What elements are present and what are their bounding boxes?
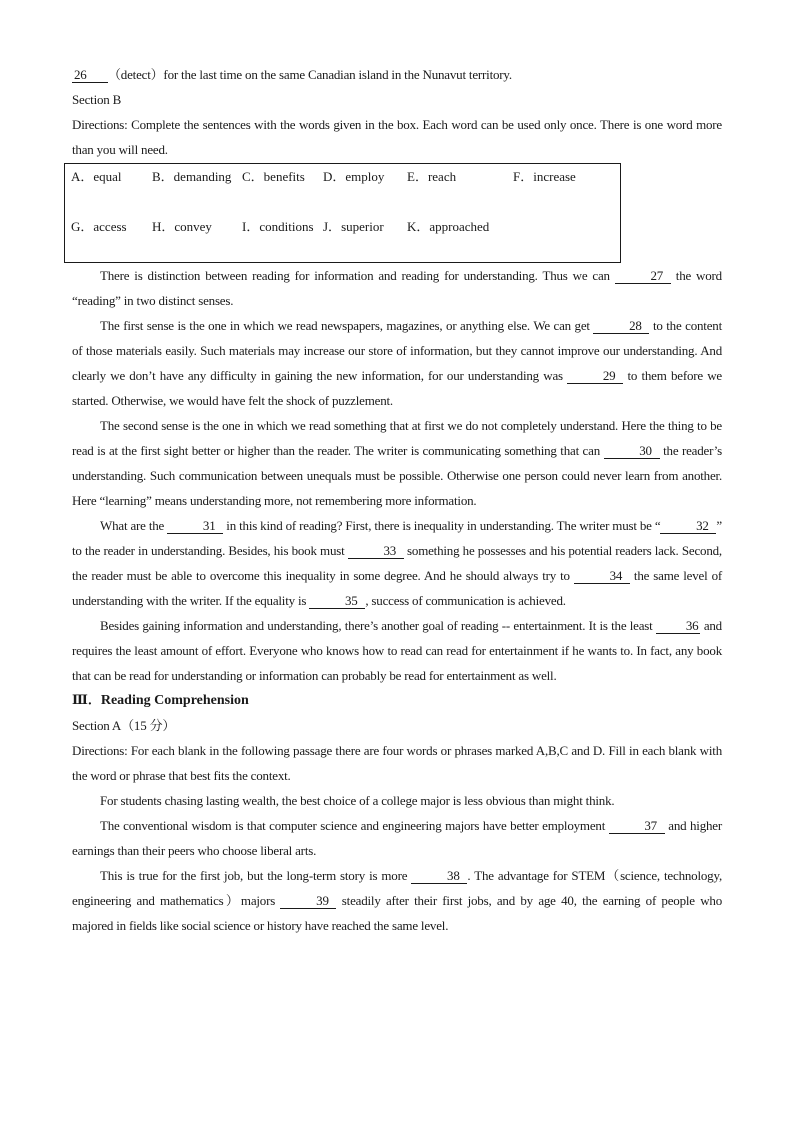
blank-39[interactable]: 39 bbox=[280, 893, 336, 909]
blank-34[interactable]: 34 bbox=[574, 568, 630, 584]
roman-numeral: Ⅲ． bbox=[72, 693, 101, 708]
word-option-k: K．approached bbox=[407, 219, 490, 234]
part-three-heading bbox=[72, 688, 722, 713]
word-option-b: B．demanding bbox=[152, 169, 232, 184]
word-option-h: H．convey bbox=[152, 219, 212, 234]
word-option-j: J．superior bbox=[323, 219, 384, 234]
blank-27[interactable]: 27 bbox=[615, 268, 671, 284]
section-a-paragraph-1: For students chasing lasting wealth, the best choice of a college major is less obvious than might think. bbox=[100, 793, 615, 808]
section-b-paragraph-5: Besides gaining information and understanding, there’s another goal of reading -- entertainment. It is the least 36 and requires the least amount of effort. Everyone who knows how to read can read for entertainment if he wants to. In fact, any book that can be read for understanding or information can probably be read for entertainment as well. bbox=[72, 618, 722, 683]
question-26-line bbox=[72, 62, 722, 87]
blank-33[interactable]: 33 bbox=[348, 543, 404, 559]
word-option-g: G．access bbox=[71, 219, 127, 234]
word-option-c: C．benefits bbox=[242, 169, 305, 184]
word-option-e: E．reach bbox=[407, 169, 457, 184]
blank-36[interactable]: 36 bbox=[656, 618, 701, 634]
word-option-f: F．increase bbox=[513, 169, 576, 184]
section-b-paragraph-1: There is distinction between reading for information and reading for understanding. Thus we can 27 the word “reading” in two distinct senses. bbox=[72, 268, 722, 308]
section-a-title: Section A（15 分） bbox=[72, 718, 176, 733]
word-option-d: D．employ bbox=[323, 169, 385, 184]
blank-35[interactable]: 35 bbox=[309, 593, 365, 609]
section-b-title: Section B bbox=[72, 92, 122, 107]
word-box bbox=[64, 163, 621, 263]
part-three-title: Reading Comprehension bbox=[100, 693, 249, 708]
section-b-paragraph-3: The second sense is the one in which we read something that at first we do not completely understand. Here the thing to be read is at the first sight better or higher than the reader. The writer is communicating something that can 30 the reader’s understanding. Such communication between unequals must be possible. Otherwise one person could never learn from another. Here “learning” means understanding more, not remembering more information. bbox=[72, 418, 722, 508]
section-b-directions: Directions: Complete the sentences with the words given in the box. Each word can be used only once. There is one word more than you will need. bbox=[72, 117, 722, 157]
section-a-paragraph-2: The conventional wisdom is that computer science and engineering majors have better employment 37 and higher earnings than their peers who choose liberal arts. bbox=[72, 818, 723, 858]
section-a-directions: Directions: For each blank in the following passage there are four words or phrases marked A,B,C and D. Fill in each blank with the word or phrase that best fits the context. bbox=[72, 743, 722, 783]
section-b-paragraph-2: The first sense is the one in which we read newspapers, magazines, or anything else. We can get 28 to the content of those materials easily. Such materials may increase our store of information, but they cannot improve our understanding. And clearly we don’t have any difficulty in gaining the new information, for our understanding was 29 to them before we started. Otherwise, we would have felt the shock of puzzlement. bbox=[72, 318, 722, 408]
blank-26[interactable]: 26 bbox=[72, 67, 108, 83]
document-page bbox=[72, 62, 722, 938]
blank-38[interactable]: 38 bbox=[411, 868, 467, 884]
blank-30[interactable]: 30 bbox=[604, 443, 660, 459]
blank-29[interactable]: 29 bbox=[567, 368, 623, 384]
section-a-paragraph-3: This is true for the first job, but the long-term story is more 38 . The advantage for STEM（science, technology, engineering and mathematics）majors 39 steadily after their first jobs, and by age 40, the earning of people who majored in fields like social science or history have reached the same level. bbox=[72, 868, 723, 933]
word-option-a: A．equal bbox=[71, 169, 122, 184]
blank-31[interactable]: 31 bbox=[167, 518, 223, 534]
blank-28[interactable]: 28 bbox=[593, 318, 649, 334]
blank-37[interactable]: 37 bbox=[609, 818, 665, 834]
blank-32[interactable]: 32 bbox=[660, 518, 716, 534]
section-b-paragraph-4: What are the 31 in this kind of reading? First, there is inequality in understanding. The writer must be “ 32 ” to the reader in understanding. Besides, his book must 33 something he possesses and his potential readers lack. Second, the reader must be able to overcome this inequality in some degree. And he should always try to 34 the same level of understanding with the writer. If the equality is 35 , success of communication is achieved. bbox=[72, 518, 722, 608]
question-26-text: （detect）for the last time on the same Canadian island in the Nunavut territory. bbox=[108, 67, 512, 82]
word-option-i: I．conditions bbox=[242, 219, 314, 234]
